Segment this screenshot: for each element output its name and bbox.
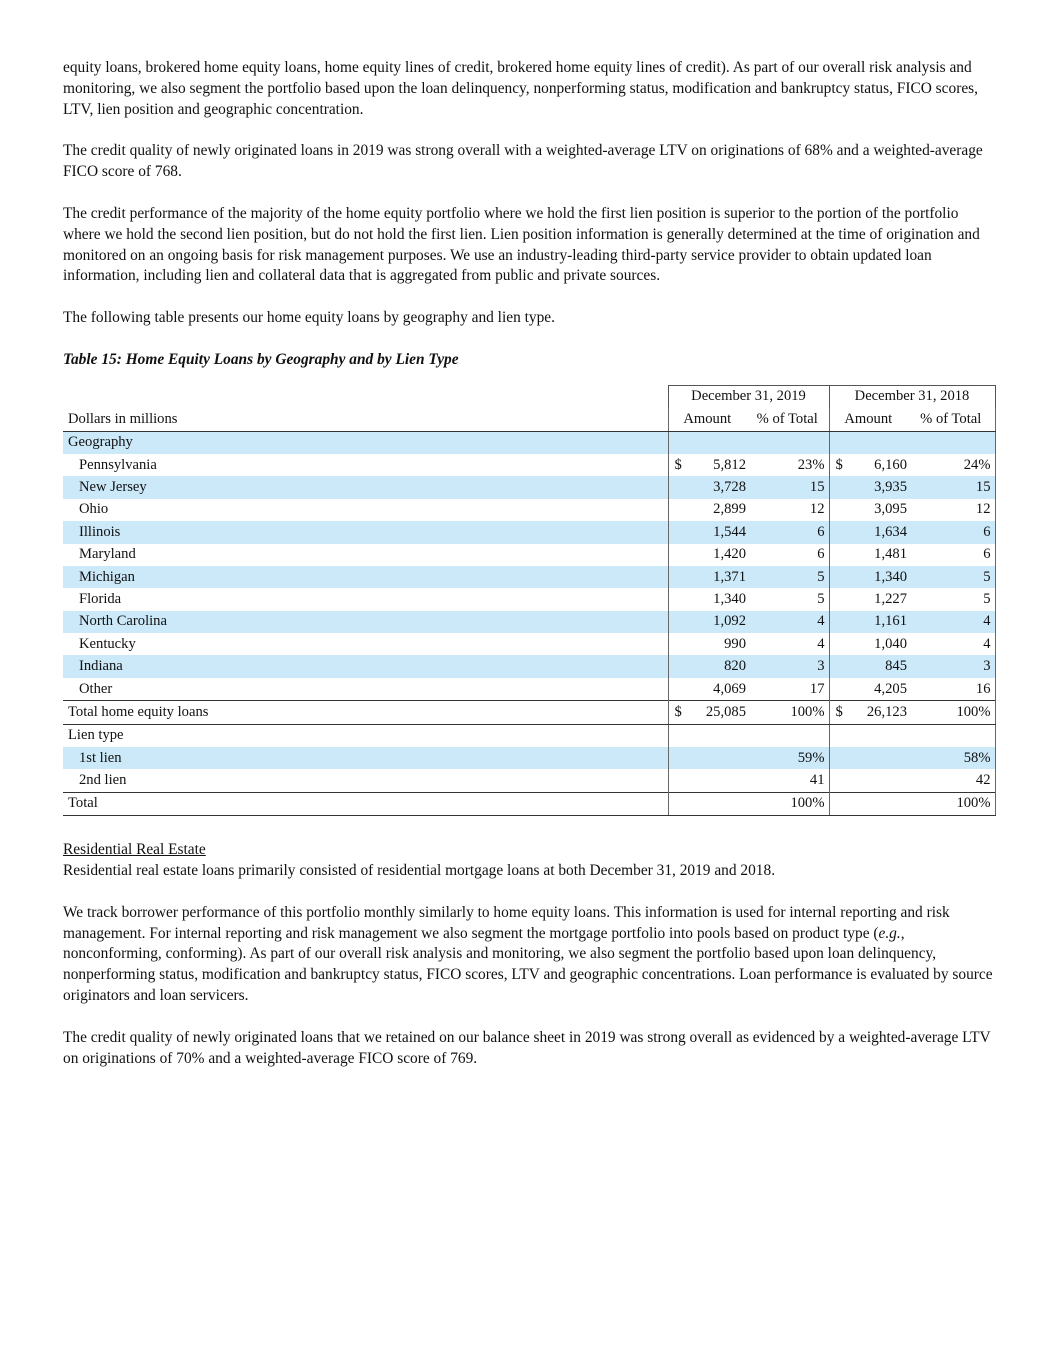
residential-text-italic: e.g. [878,924,901,942]
empty-cell [829,747,845,769]
table-row [63,454,995,476]
row-label: Maryland [79,546,136,563]
currency-symbol: $ [668,454,684,476]
currency-symbol [668,655,684,677]
row-label: Other [79,680,113,697]
pct-2018: 5 [907,588,995,610]
total-amount-2019: 25,085 [684,701,746,724]
lien-total-row [63,792,995,815]
currency-symbol [668,544,684,566]
currency-symbol [668,476,684,498]
pct-2018: 6 [907,521,995,543]
amount-2019: 3,728 [684,476,746,498]
geography-rows [63,454,995,701]
amount-2019: 820 [684,655,746,677]
table-caption: Table 15: Home Equity Loans by Geography and by Lien Type [63,350,459,368]
amount-2018: 1,634 [845,521,907,543]
empty-cell [668,769,684,792]
currency-symbol [668,588,684,610]
section-row-geography [63,431,995,454]
currency-symbol: $ [668,701,684,724]
paragraph-residential-tracking [63,903,995,1007]
currency-symbol [829,476,845,498]
amount-2018: 1,481 [874,546,907,563]
amount-2019: 1,544 [684,521,746,543]
row-label: Kentucky [79,635,136,652]
row-label: North Carolina [63,611,668,633]
pct-2019: 6 [746,521,829,543]
amount-2019: 2,899 [713,501,746,518]
paragraph-lien-position: The credit performance of the majority of the home equity portfolio where we hold the first lien position is superior to the portion of the portfolio where we hold the second lien position, but do not hold the first lien. Lien position information is generally determined at the time of origination and monitored on an ongoing basis for risk management purposes. We use an industry-leading third-party service provider to obtain updated loan information, including lien and collateral data that is aggregated from public and private sources. [63,204,980,285]
currency-symbol [829,588,845,610]
pct-2019: 17 [746,678,829,701]
row-label: Florida [79,590,122,607]
amount-2019: 1,420 [713,546,746,563]
currency-symbol [668,611,684,633]
period-header-2019: December 31, 2019 [668,385,829,408]
total-pct-2019: 100% [746,701,829,724]
lien-rows [63,747,995,792]
row-label: Pennsylvania [79,456,157,473]
row-label: Illinois [63,521,668,543]
paragraph-residential-intro: Residential real estate loans primarily consisted of residential mortgage loans at both December 31, 2019 and 2018. [63,861,776,879]
pct-2019: 5 [746,588,829,610]
amount-2018: 845 [845,655,907,677]
pct-2019: 23% [746,454,829,476]
empty-cell [684,769,746,792]
amount-2018: 1,161 [845,611,907,633]
table-row [63,588,995,610]
empty-cell [845,769,907,792]
row-label: Michigan [63,566,668,588]
pct-2019: 3 [746,655,829,677]
period-header-2018: December 31, 2018 [829,385,995,408]
paragraph-credit-quality-home-equity: The credit quality of newly originated loans in 2019 was strong overall with a weighted-average LTV on originations of 68% and a weighted-average FICO score of 768. [63,142,983,181]
pct-2018: 4 [907,633,995,655]
table-row [63,476,995,498]
col-amount-2018: Amount [829,408,907,431]
residential-text-part2: , nonconforming, conforming). As part of our overall risk analysis and monitoring, we also segment the portfolio based upon loan delinquency, nonperforming status, modification and bankruptcy status, FICO scores, LTV and geographic concentrations. Loan performance is evaluated by source originators and loan servicers. [63,924,993,1004]
currency-symbol [668,566,684,588]
currency-symbol [829,678,845,701]
paragraph-equity-segmentation: equity loans, brokered home equity loans, home equity lines of credit, brokered home equity lines of credit). As part of our overall risk analysis and monitoring, we also segment the portfolio based upon the loan delinquency, nonperforming status, modification and bankruptcy status, FICO scores, LTV, lien position and geographic concentration. [63,59,978,118]
pct-2019: 15 [746,476,829,498]
amount-2019: 1,340 [713,590,746,607]
pct-2018: 4 [907,611,995,633]
row-label: 1st lien [63,747,668,769]
pct-2019: 59% [746,747,829,769]
table-row [63,566,995,588]
currency-symbol [829,611,845,633]
section-label-geography: Geography [63,431,668,454]
currency-symbol [829,544,845,566]
amount-2019: 4,069 [713,680,746,697]
paragraph-residential-credit-quality: The credit quality of newly originated loans that we retained on our balance sheet in 2019 was strong overall as evidenced by a weighted-average LTV on originations of 70% and a weighted-average FICO score of 769. [63,1028,991,1067]
home-equity-table [63,385,996,816]
amount-2018: 6,160 [874,456,907,473]
table-row [63,678,995,701]
total-home-equity-row [63,701,995,724]
amount-2018: 1,040 [874,635,907,652]
total-amount-2018: 26,123 [845,701,907,724]
currency-symbol [668,633,684,655]
amount-2019: 1,371 [684,566,746,588]
pct-2018: 5 [907,566,995,588]
lien-total-pct-2019: 100% [746,792,829,815]
total-pct-2018: 100% [907,701,995,724]
units-label: Dollars in millions [63,408,668,431]
currency-symbol: $ [829,701,845,724]
lien-total-pct-2018: 100% [907,792,995,815]
row-label: 2nd lien [79,772,127,789]
pct-2019: 41 [746,769,829,792]
pct-2018: 15 [907,476,995,498]
document-page [63,58,995,1090]
row-label: Indiana [63,655,668,677]
pct-2018: 24% [907,454,995,476]
pct-2019: 4 [746,611,829,633]
pct-2018: 12 [907,499,995,521]
col-amount-2019: Amount [668,408,746,431]
pct-2019: 5 [746,566,829,588]
pct-2019: 4 [746,633,829,655]
table-header-periods [63,385,995,408]
table-row [63,521,995,543]
section-heading-residential: Residential Real Estate [63,841,206,859]
table-row [63,499,995,521]
amount-2018: 1,227 [874,590,907,607]
section-label-lien-type: Lien type [68,727,124,744]
amount-2019: 5,812 [713,456,746,473]
lien-total-label: Total [63,792,668,815]
pct-2019: 6 [746,544,829,566]
amount-2019: 990 [724,635,746,652]
currency-symbol [829,521,845,543]
currency-symbol: $ [835,456,843,473]
amount-2019: 1,092 [684,611,746,633]
amount-2018: 1,340 [845,566,907,588]
col-pct-2018: % of Total [907,408,995,431]
empty-cell [845,747,907,769]
pct-2018: 58% [907,747,995,769]
row-label: New Jersey [63,476,668,498]
residential-text-part1: We track borrower performance of this portfolio monthly similarly to home equity loans. This information is used for internal reporting and risk management. For internal reporting and risk management we also segment the mortgage portfolio into pools based on product type ( [63,903,950,942]
currency-symbol [829,566,845,588]
currency-symbol [829,499,845,521]
table-row [63,769,995,792]
table-row [63,611,995,633]
table-row [63,544,995,566]
col-pct-2019: % of Total [746,408,829,431]
currency-symbol [668,678,684,701]
total-home-equity-label: Total home equity loans [63,701,668,724]
empty-cell [684,747,746,769]
paragraph-table-intro: The following table presents our home equity loans by geography and lien type. [63,309,555,327]
pct-2018: 42 [907,769,995,792]
currency-symbol [668,521,684,543]
amount-2018: 3,095 [874,501,907,518]
table-row [63,747,995,769]
table-header-columns [63,408,995,431]
table-row [63,655,995,677]
pct-2018: 16 [907,678,995,701]
pct-2018: 3 [907,655,995,677]
section-row-lien-type [63,724,995,747]
currency-symbol [829,633,845,655]
empty-cell [668,747,684,769]
amount-2018: 4,205 [874,680,907,697]
empty-cell [829,769,845,792]
pct-2018: 6 [907,544,995,566]
amount-2018: 3,935 [845,476,907,498]
pct-2019: 12 [746,499,829,521]
currency-symbol [829,655,845,677]
currency-symbol [668,499,684,521]
row-label: Ohio [79,501,109,518]
table-row [63,633,995,655]
